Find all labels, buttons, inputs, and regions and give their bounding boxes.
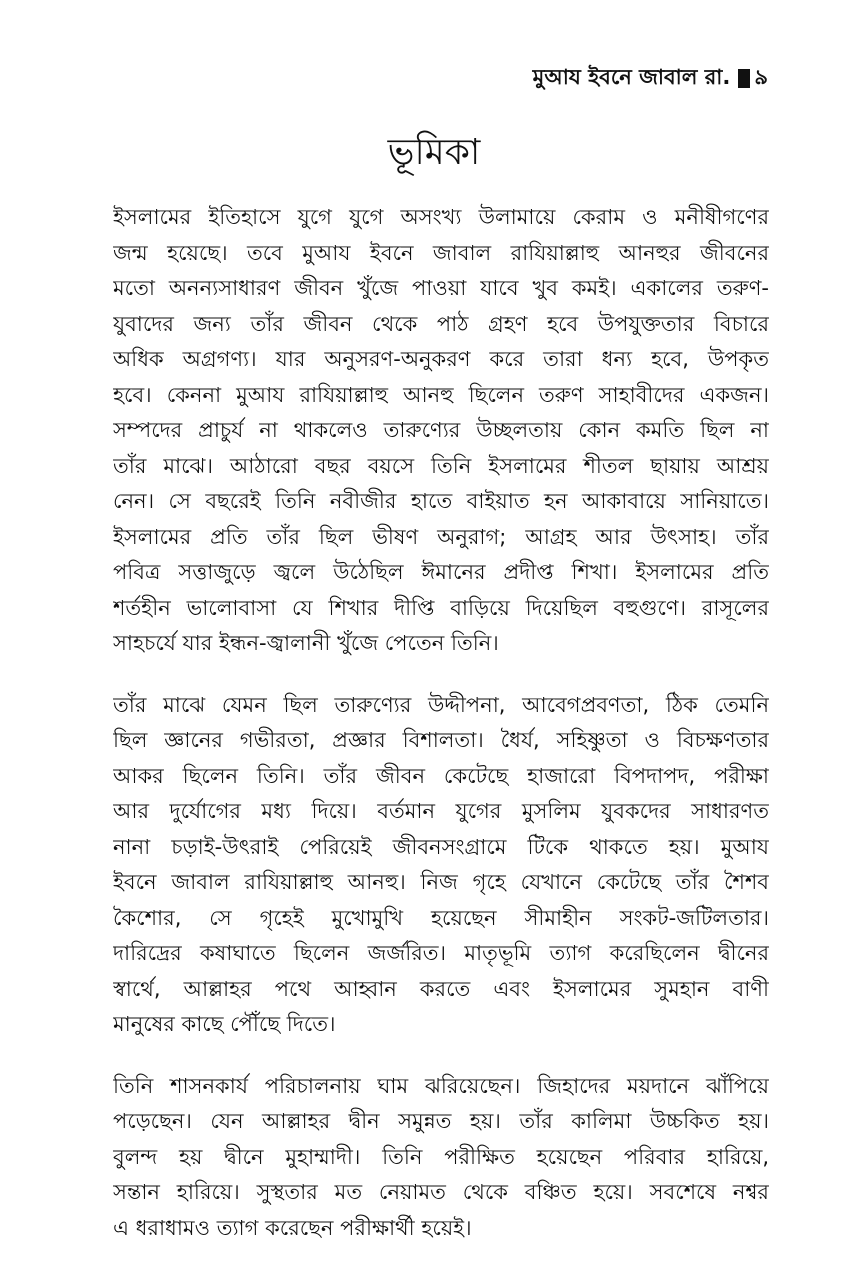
text-line: মতো অনন্যসাধারণ জীবন খুঁজে পাওয়া যাবে খুব কমই। একালের তরুণ- [113, 276, 769, 300]
paragraph-3 [113, 1069, 769, 1247]
text-line: ইসলামের ইতিহাসে যুগে যুগে অসংখ্য উলামায়ে কেরাম ও মনীষীগণের [113, 205, 769, 229]
text-line: দারিদ্রের কষাঘাতে ছিলেন জর্জরিত। মাতৃভূমি ত্যাগ করেছিলেন দ্বীনের [113, 941, 769, 965]
text-line: পড়েছেন। যেন আল্লাহর দ্বীন সমুন্নত হয়। তাঁর কালিমা উচ্চকিত হয়। [113, 1109, 769, 1133]
text-line: ইসলামের প্রতি তাঁর ছিল ভীষণ অনুরাগ; আগ্রহ আর উৎসাহ। তাঁর [113, 524, 769, 549]
text-line: ইবনে জাবাল রাযিয়াল্লাহু আনহু। নিজ গৃহে যেখানে কেটেছে তাঁর শৈশব [113, 870, 769, 894]
text-line: বুলন্দ হয় দ্বীনে মুহাম্মাদী। তিনি পরীক্ষিত হয়েছেন পরিবার হারিয়ে, [113, 1144, 769, 1169]
text-line: কৈশোর, সে গৃহেই মুখোমুখি হয়েছেন সীমাহীন সংকট-জটিলতার। [113, 905, 769, 930]
text-line: পবিত্র সত্তাজুড়ে জ্বলে উঠেছিল ঈমানের প্রদীপ্ত শিখা। ইসলামের প্রতি [113, 560, 769, 584]
text-line: সন্তান হারিয়ে। সুস্থতার মত নেয়ামত থেকে বঞ্চিত হয়ে। সবশেষে নশ্বর [113, 1180, 769, 1204]
text-line: তাঁর মাঝে যেমন ছিল তারুণ্যের উদ্দীপনা, আবেগপ্রবণতা, ঠিক তেমনি [113, 692, 769, 717]
page-title: ভূমিকা [387, 132, 481, 173]
text-line: যুবাদের জন্য তাঁর জীবন থেকে পাঠ গ্রহণ হবে উপযুক্ততার বিচারে [113, 311, 769, 336]
text-line: তিনি শাসনকার্য পরিচালনায় ঘাম ঝরিয়েছেন। জিহাদের ময়দানে ঝাঁপিয়ে [113, 1073, 769, 1098]
text-line: সাহচর্যে যার ইন্ধন-জ্বালানী খুঁজে পেতেন তিনি। [113, 631, 499, 655]
text-line: আর দুর্যোগের মধ্য দিয়ে। বর্তমান যুগের মুসলিম যুবকদের সাধারণত [113, 799, 769, 823]
running-title: মুআয ইবনে জাবাল রা. [532, 64, 731, 89]
text-line: আকর ছিলেন তিনি। তাঁর জীবন কেটেছে হাজারো বিপদাপদ, পরীক্ষা [113, 763, 769, 788]
text-line: জন্ম হয়েছে। তবে মুআয ইবনে জাবাল রাযিয়াল্লাহু আনহুর জীবনের [113, 240, 769, 265]
text-line: মানুষের কাছে পৌঁছে দিতে। [113, 1012, 336, 1036]
text-line: তাঁর মাঝে। আঠারো বছর বয়সে তিনি ইসলামের শীতল ছায়ায় আশ্রয় [113, 453, 769, 478]
paragraph-2 [113, 688, 769, 1043]
paragraph-1 [113, 200, 769, 662]
header-block-marker [738, 69, 750, 88]
text-line: সম্পদের প্রাচুর্য না থাকলেও তারুণ্যের উচ্ছলতায় কোন কমতি ছিল না [113, 418, 769, 442]
text-line: অধিক অগ্রগণ্য। যার অনুসরণ-অনুকরণ করে তারা ধন্য হবে, উপকৃত [113, 347, 769, 371]
body-text [113, 200, 769, 1272]
text-line: হবে। কেননা মুআয রাযিয়াল্লাহু আনহু ছিলেন তরুণ সাহাবীদের একজন। [113, 382, 769, 407]
page-number: ৯ [754, 64, 768, 89]
text-line: ছিল জ্ঞানের গভীরতা, প্রজ্ঞার বিশালতা। ধৈর্য, সহিষ্ণুতা ও বিচক্ষণতার [113, 728, 769, 752]
text-line: এ ধরাধামও ত্যাগ করেছেন পরীক্ষার্থী হয়েই। [113, 1215, 472, 1240]
text-line: স্বার্থে, আল্লাহর পথে আহ্বান করতে এবং ইসলামের সুমহান বাণী [113, 976, 769, 1001]
text-line: নানা চড়াই-উৎরাই পেরিয়েই জীবনসংগ্রামে টিকে থাকতে হয়। মুআয [113, 834, 769, 859]
running-header [533, 63, 768, 93]
text-line: নেন। সে বছরেই তিনি নবীজীর হাতে বাইয়াত হন আকাবায়ে সানিয়াতে। [113, 489, 769, 513]
text-line: শর্তহীন ভালোবাসা যে শিখার দীপ্তি বাড়িয়ে দিয়েছিল বহুগুণে। রাসূলের [113, 595, 769, 620]
